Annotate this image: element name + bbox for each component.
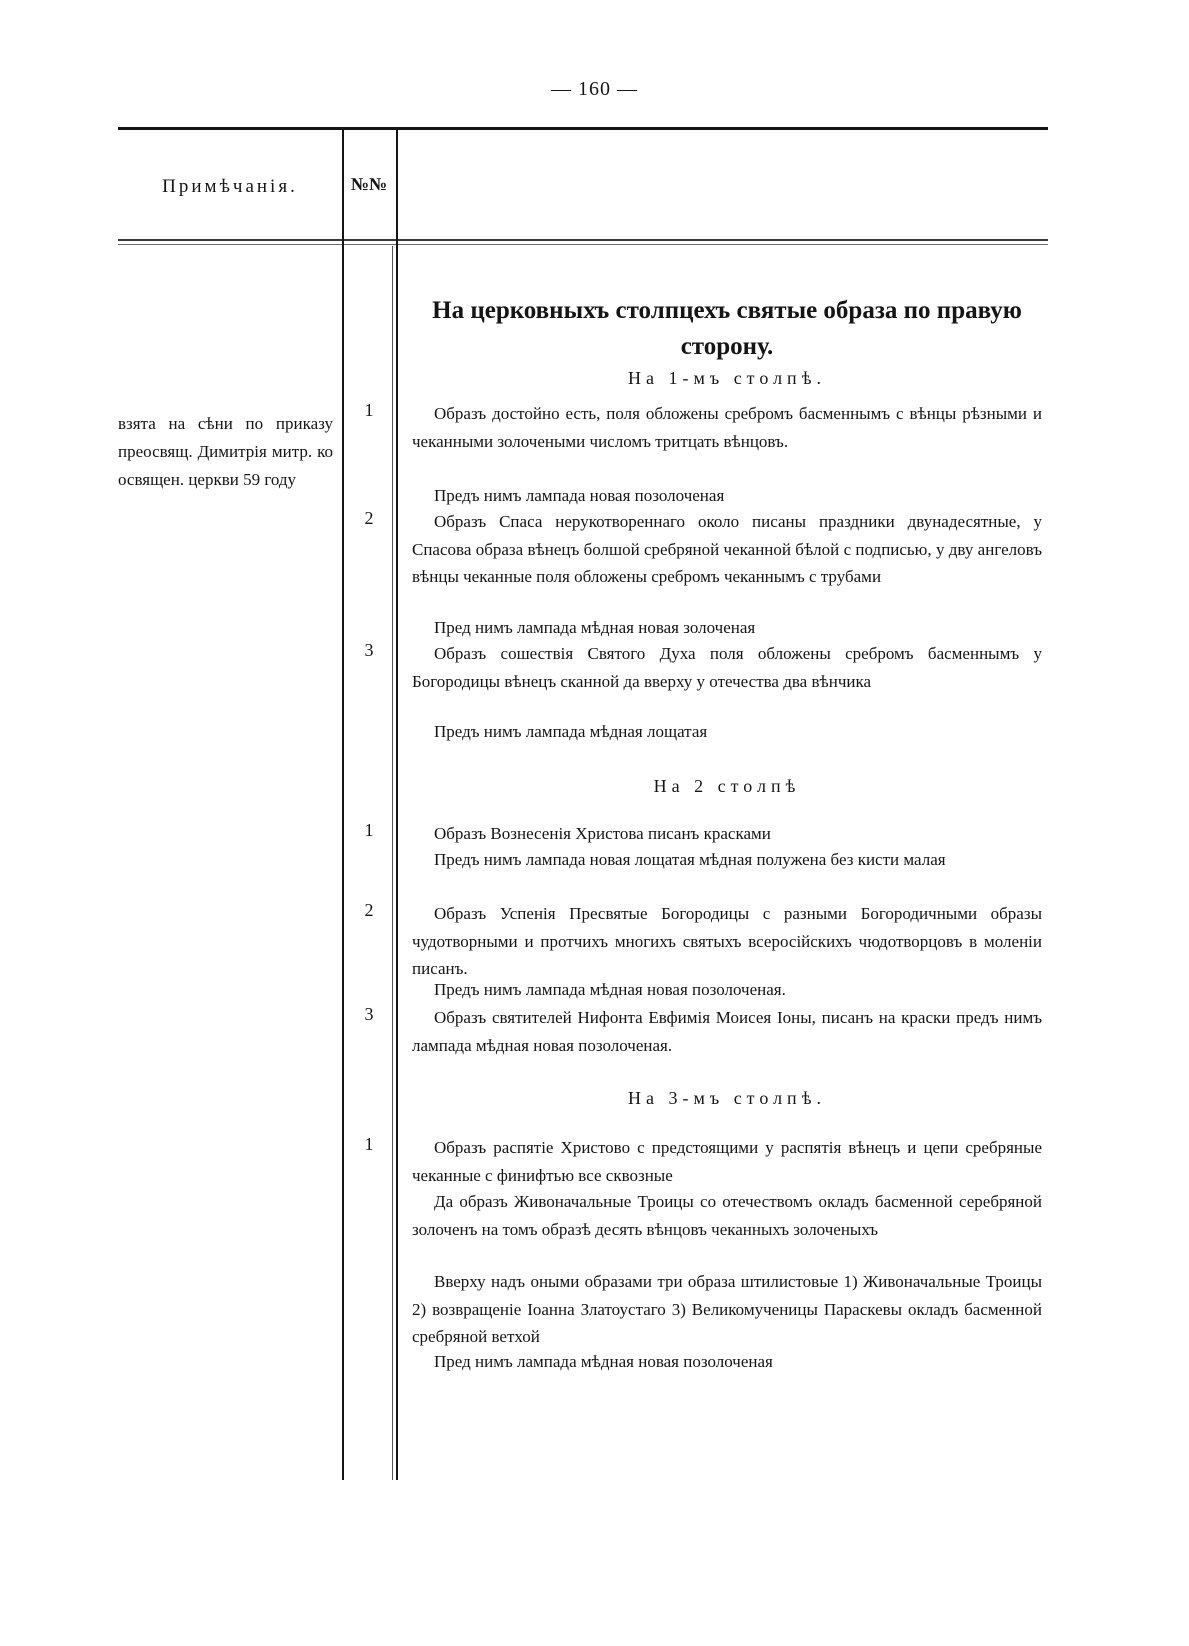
margin-note: взята на сѣни по приказу преосвящ. Димитрія митр. ко освящен. церкви 59 году (118, 414, 333, 489)
entry-text: Образъ Спаса нерукотвореннаго около писаны праздники двунадесятные, у Спасова образа вѣнецъ болшой сребряной чеканной бѣлой с подписью, у дву ангеловъ вѣнцы чеканные поля обложены сребромъ чеканнымъ с трубами (412, 512, 1042, 586)
item-number: 2 (364, 508, 374, 528)
item-number: 1 (364, 820, 374, 840)
entry-text: Вверху надъ оными образами три образа штилистовые 1) Живоначальные Троицы 2) возвращеніе Іоанна Златоустаго 3) Великомученицы Параскевы окладъ басменной сребряной ветхой (412, 1272, 1042, 1346)
entry-text: Предъ нимъ лампада новая лощатая мѣдная полужена без кисти малая (434, 850, 946, 869)
entry-text: Пред нимъ лампада мѣдная новая золоченая (434, 618, 756, 637)
pillar-heading-2: На 2 столпѣ (653, 776, 801, 796)
item-number: 3 (364, 1004, 374, 1024)
header-rule-thin (118, 244, 1048, 245)
column-divider-right (396, 130, 398, 1480)
notes-column-header: Примѣчанія. (162, 176, 298, 197)
entry-text: Образъ сошествія Святого Духа поля обложены сребромъ басменнымъ у Богородицы вѣнецъ сканной да вверху у отечества два вѣнчика (412, 644, 1042, 691)
item-number: 1 (364, 1134, 374, 1154)
entry-text: Образъ распятіе Христово с предстоящими у распятія вѣнецъ и цепи сребряные чеканные с финифтью все сквозные (412, 1138, 1042, 1185)
entry-text: Образъ святителей Нифонта Евфимія Моисея Іоны, писанъ на краски предъ нимъ лампада мѣдная новая позолоченая. (412, 1008, 1042, 1055)
pillar-heading-3: На 3-мъ столпѣ. (628, 1088, 826, 1108)
entry-text: Предъ нимъ лампада мѣдная лощатая (434, 722, 708, 741)
page-number: — 160 — (551, 78, 638, 100)
item-number: 3 (364, 640, 374, 660)
column-divider-inner (392, 246, 393, 1480)
numbers-column-header: №№ (350, 174, 388, 194)
item-number: 1 (364, 400, 374, 420)
entry-text: Образъ Успенія Пресвятые Богородицы с разными Богородичными образы чудотворными и протчихъ многихъ святыхъ всеросійскихъ чюдотворцовъ в моленіи писанъ. (412, 904, 1042, 978)
item-number: 2 (364, 900, 374, 920)
entry-text: Пред нимъ лампада мѣдная новая позолоченая (434, 1352, 773, 1371)
section-title: На церковныхъ столпцехъ святые образа по правую сторону. (432, 297, 1022, 360)
entry-text: Предъ нимъ лампада новая позолоченая (434, 486, 725, 505)
column-divider-left (342, 130, 344, 1480)
header-rule (118, 239, 1048, 241)
top-rule (118, 127, 1048, 130)
entry-text: Образъ достойно есть, поля обложены сребромъ басменнымъ с вѣнцы рѣзными и чеканными золочеными числомъ тритцать вѣнцовъ. (412, 404, 1042, 451)
pillar-heading-1: На 1-мъ столпѣ. (628, 368, 826, 388)
entry-text: Да образъ Живоначальные Троицы со отечествомъ окладъ басменной серебряной золоченъ на томъ образѣ десять вѣнцовъ чеканныхъ золоченыхъ (412, 1192, 1042, 1239)
entry-text: Образъ Вознесенія Христова писанъ красками (434, 824, 771, 843)
entry-text: Предъ нимъ лампада мѣдная новая позолоченая. (434, 980, 786, 999)
